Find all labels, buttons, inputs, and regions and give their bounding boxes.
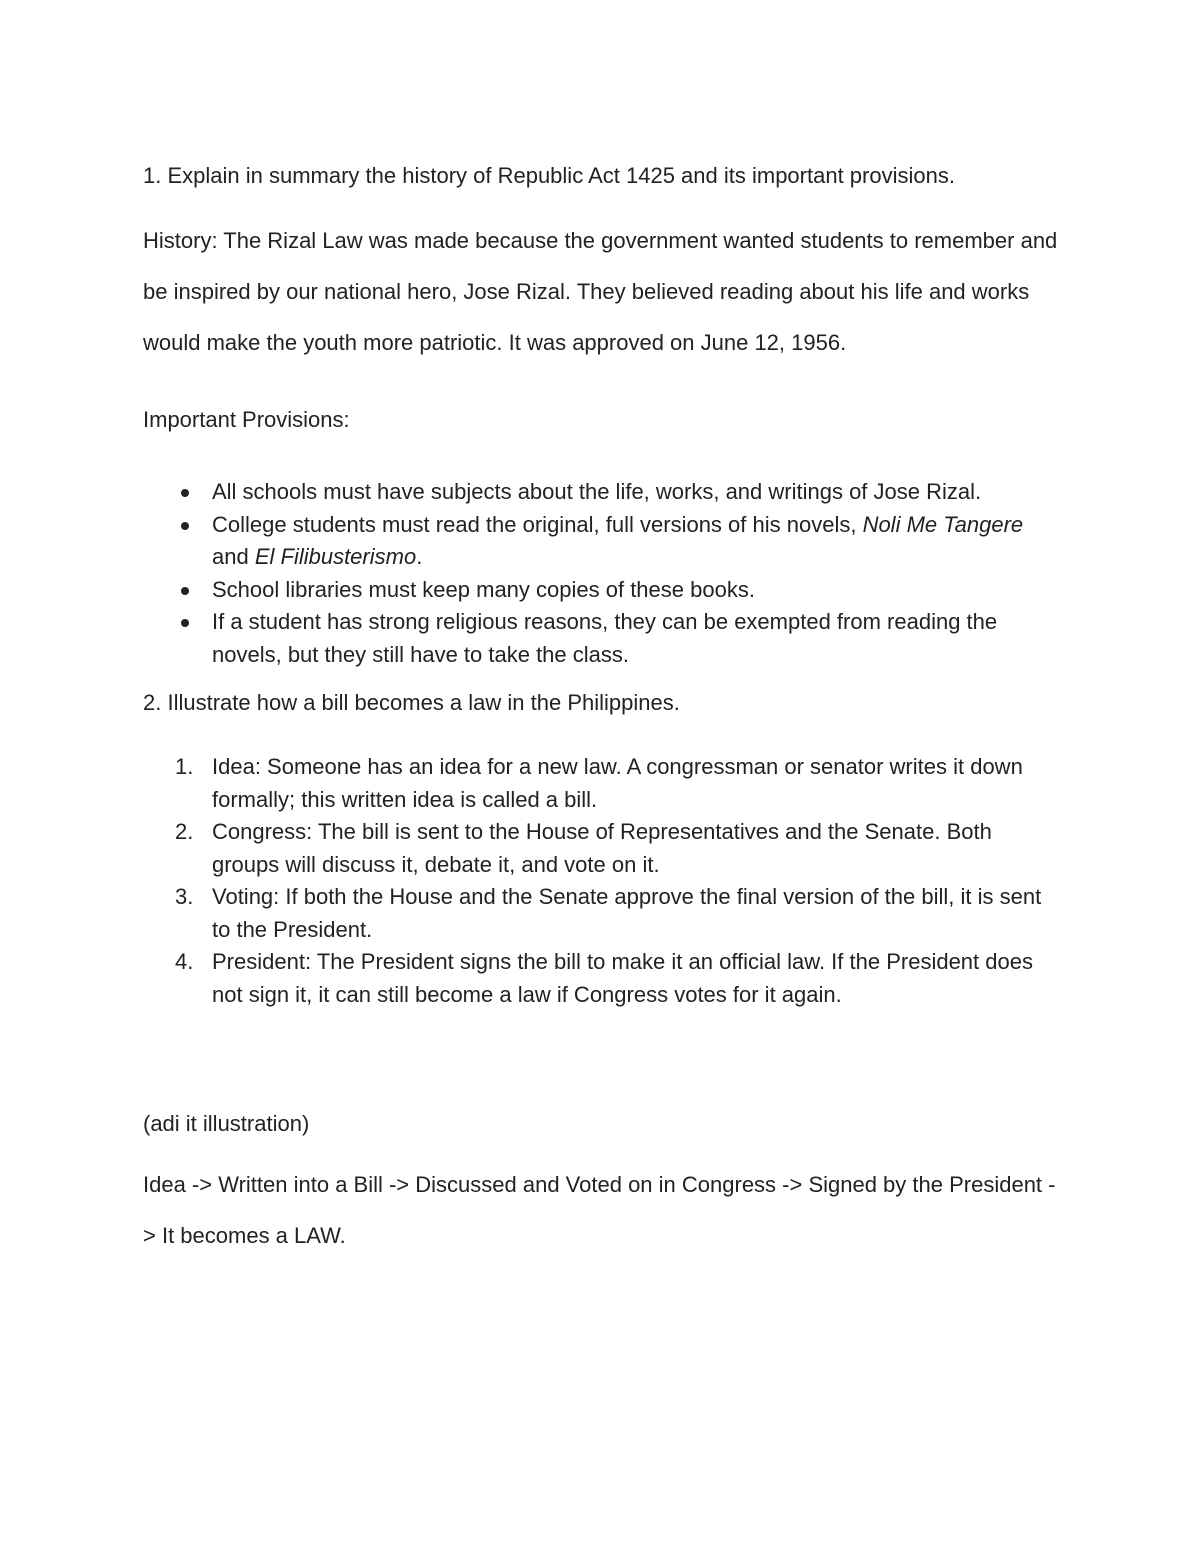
provision-text-mid: and bbox=[212, 544, 255, 569]
step-number: 4. bbox=[175, 949, 194, 974]
step-text: Idea: Someone has an idea for a new law. A congressman or senator writes it down formally; this written idea is called a bill. bbox=[212, 754, 1023, 812]
illustration-label: (adi it illustration) bbox=[143, 1111, 310, 1136]
history-paragraph: History: The Rizal Law was made because the government wanted students to remember and be inspired by our national hero, Jose Rizal. They believed reading about his life and works would make the youth more patriotic. It was approved on June 12, 1956. bbox=[143, 228, 1058, 355]
step-item bbox=[143, 816, 1063, 881]
novel-title-noli: Noli Me Tangere bbox=[862, 511, 1024, 537]
question-1: 1. Explain in summary the history of Republic Act 1425 and its important provisions. bbox=[143, 163, 955, 188]
provision-text-before: College students must read the original, full versions of his novels, bbox=[212, 511, 863, 537]
illustration-flow: Idea -> Written into a Bill -> Discussed and Voted on in Congress -> Signed by the President -> It becomes a LAW. bbox=[143, 1172, 1056, 1248]
step-text: Voting: If both the House and the Senate approve the final version of the bill, it is sent to the President. bbox=[212, 884, 1042, 942]
provision-item bbox=[143, 574, 1063, 607]
steps-list bbox=[143, 751, 1063, 1011]
step-text: Congress: The bill is sent to the House of Representatives and the Senate. Both groups will discuss it, debate it, and vote on it. bbox=[212, 819, 992, 877]
novel-title-fili: El Filibusterismo bbox=[254, 544, 417, 569]
provision-text: School libraries must keep many copies of these books. bbox=[212, 576, 755, 602]
question-2: 2. Illustrate how a bill becomes a law in the Philippines. bbox=[143, 690, 680, 715]
step-text: President: The President signs the bill to make it an official law. If the President does not sign it, it can still become a law if Congress votes for it again. bbox=[212, 949, 1033, 1007]
step-item bbox=[143, 751, 1063, 816]
step-item bbox=[143, 881, 1063, 946]
provisions-list bbox=[143, 476, 1063, 671]
step-number: 1. bbox=[175, 754, 194, 779]
document-body bbox=[143, 156, 1063, 1261]
provision-item bbox=[143, 509, 1063, 574]
provision-item bbox=[143, 606, 1063, 671]
bullet-icon bbox=[181, 619, 189, 627]
bullet-icon bbox=[181, 522, 189, 530]
provision-item bbox=[143, 476, 1063, 509]
provision-text: All schools must have subjects about the life, works, and writings of Jose Rizal. bbox=[212, 479, 982, 504]
step-item bbox=[143, 946, 1063, 1011]
provisions-heading: Important Provisions: bbox=[143, 407, 350, 432]
step-number: 3. bbox=[175, 884, 194, 909]
step-number: 2. bbox=[175, 819, 194, 844]
bullet-icon bbox=[181, 489, 189, 497]
provision-text-after: . bbox=[416, 544, 423, 569]
bullet-icon bbox=[181, 587, 189, 595]
provision-text: If a student has strong religious reasons, they can be exempted from reading the novels, but they still have to take the class. bbox=[212, 609, 998, 667]
